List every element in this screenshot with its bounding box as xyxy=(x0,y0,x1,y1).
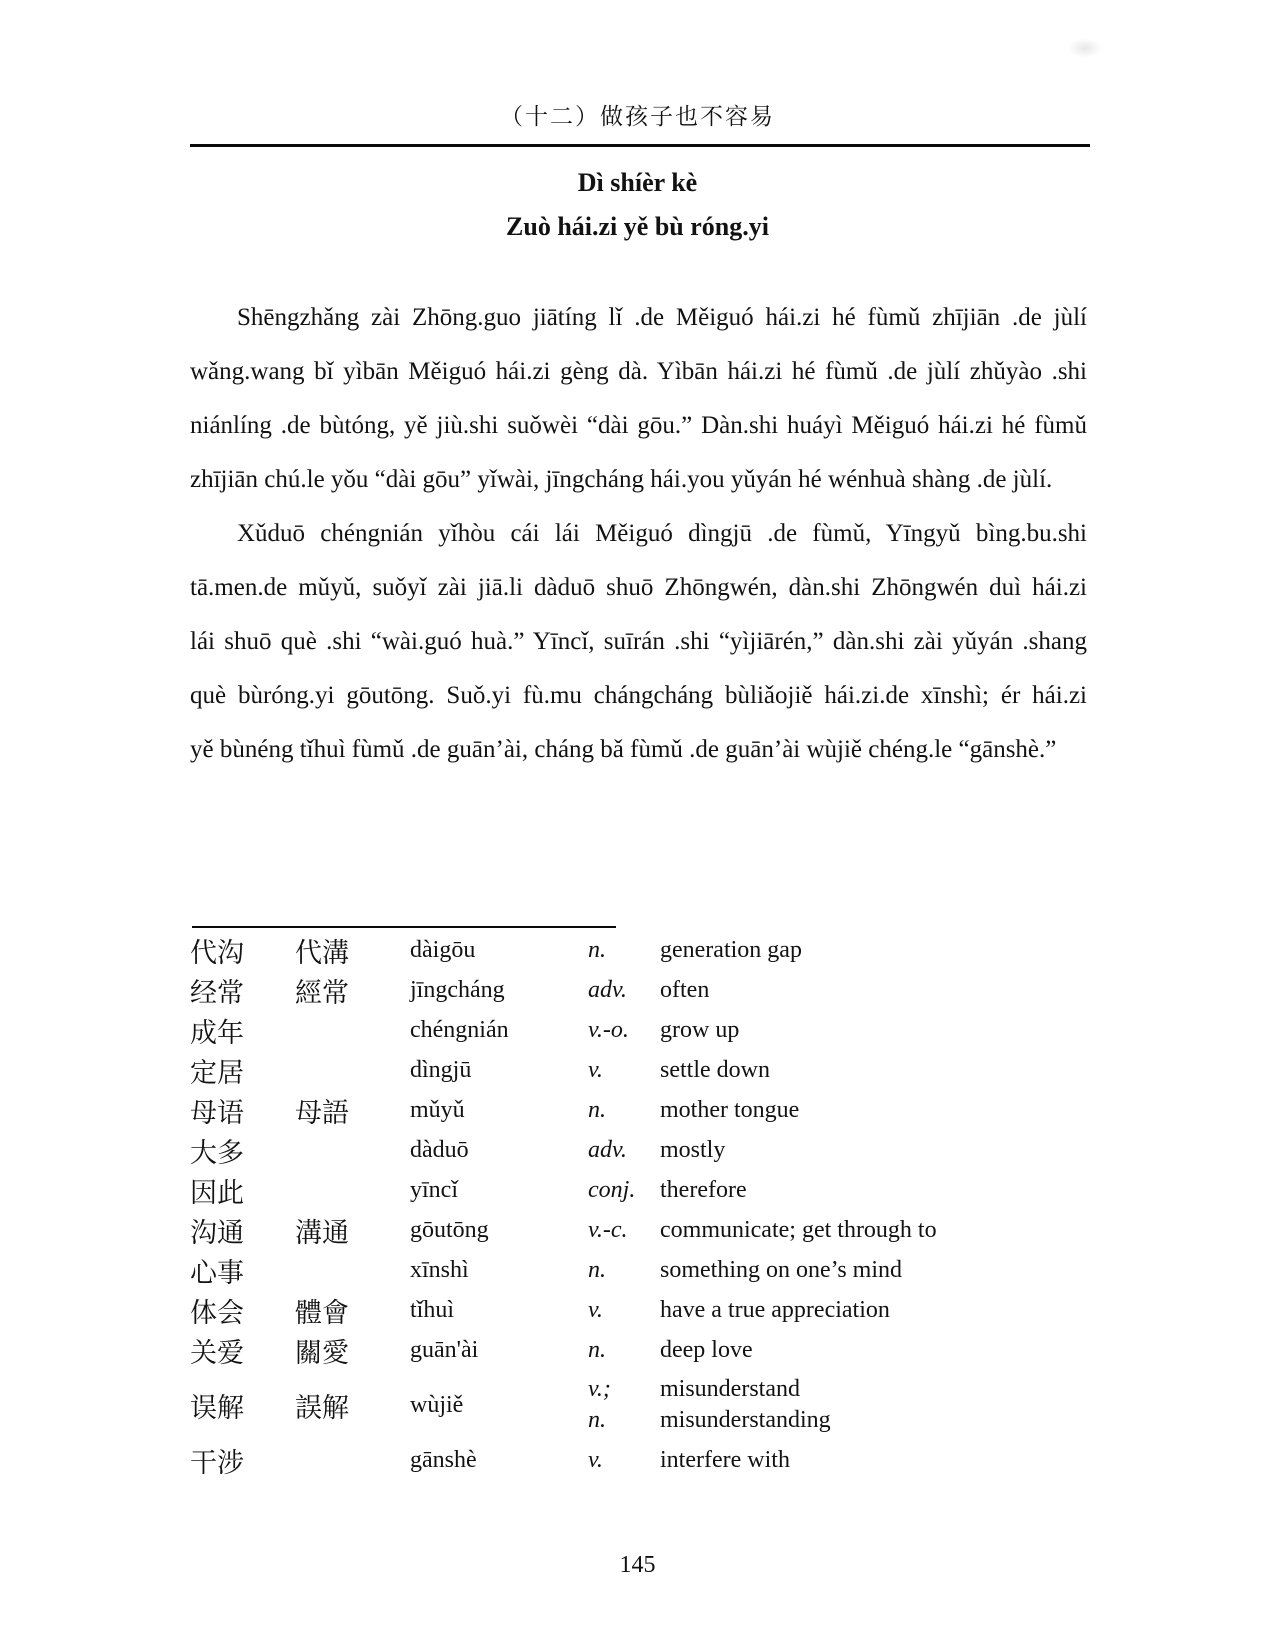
english-cell: grow up xyxy=(660,1016,740,1043)
vocabulary-table xyxy=(190,930,1087,1480)
vocab-row xyxy=(190,1330,1087,1370)
page-number: 145 xyxy=(619,1552,656,1578)
vocab-row xyxy=(190,930,1087,970)
pos-cell: v. xyxy=(588,1296,603,1323)
pinyin-cell: dìngjū xyxy=(410,1056,472,1083)
reading-passage xyxy=(190,291,1087,777)
pos-line: n. xyxy=(588,1407,606,1433)
simplified-cell: 经常 xyxy=(190,977,244,1008)
pos-cell: n. xyxy=(588,1256,606,1283)
pos-cell: n. xyxy=(588,1096,606,1123)
vocab-row xyxy=(190,1010,1087,1050)
pinyin-cell: jīngcháng xyxy=(410,976,505,1003)
english-cell: deep love xyxy=(660,1336,753,1363)
english-cell xyxy=(660,1370,1087,1440)
passage-line: zhījiān chú.le yǒu “dài gōu” yǐwài, jīngcháng hái.you yǔyán hé wénhuà shàng .de jùlí. xyxy=(190,466,1053,493)
simplified-cell: 干涉 xyxy=(190,1447,244,1478)
vocab-row xyxy=(190,1210,1087,1250)
pos-cell: v.-c. xyxy=(588,1216,628,1243)
pinyin-cell: xīnshì xyxy=(410,1256,469,1283)
traditional-cell: 代溝 xyxy=(295,937,349,968)
traditional-cell: 誤解 xyxy=(295,1392,349,1423)
vocab-row xyxy=(190,1250,1087,1290)
english-cell: settle down xyxy=(660,1056,770,1083)
vocab-row xyxy=(190,970,1087,1010)
english-cell: something on one’s mind xyxy=(660,1256,902,1283)
passage-line: wǎng.wang bǐ yìbān Měiguó hái.zi gèng dà. Yìbān hái.zi hé fùmǔ .de jùlí zhǔyào .shi xyxy=(190,358,1087,385)
simplified-cell: 因此 xyxy=(190,1177,244,1208)
pos-cell: adv. xyxy=(588,1136,627,1163)
english-cell: therefore xyxy=(660,1176,747,1203)
passage-line: niánlíng .de bùtóng, yě jiù.shi suǒwèi “dài gōu.” Dàn.shi huáyì Měiguó hái.zi hé fùmǔ xyxy=(190,412,1087,439)
simplified-cell: 沟通 xyxy=(190,1217,244,1248)
vocab-row xyxy=(190,1290,1087,1330)
pinyin-cell: tǐhuì xyxy=(410,1296,455,1323)
simplified-cell: 关爱 xyxy=(190,1337,244,1368)
pinyin-cell: mǔyǔ xyxy=(410,1096,465,1123)
simplified-cell: 心事 xyxy=(190,1257,244,1288)
pinyin-cell: chéngnián xyxy=(410,1016,509,1043)
pos-cell xyxy=(588,1370,660,1440)
pinyin-cell: gānshè xyxy=(410,1446,477,1473)
pinyin-cell: gōutōng xyxy=(410,1216,489,1243)
english-line: misunderstand xyxy=(660,1376,800,1402)
passage-line: Shēngzhǎng zài Zhōng.guo jiātíng lǐ .de Měiguó hái.zi hé fùmǔ zhījiān .de jùlí xyxy=(237,304,1087,331)
traditional-cell: 母語 xyxy=(295,1097,349,1128)
simplified-cell: 误解 xyxy=(190,1392,244,1423)
english-cell: often xyxy=(660,976,710,1003)
english-cell: interfere with xyxy=(660,1446,790,1473)
vocab-row xyxy=(190,1130,1087,1170)
traditional-cell: 體會 xyxy=(295,1297,349,1328)
passage-line: tā.men.de mǔyǔ, suǒyǐ zài jiā.li dàduō shuō Zhōngwén, dàn.shi Zhōngwén duì hái.zi xyxy=(190,574,1087,601)
pos-cell: v.-o. xyxy=(588,1016,629,1043)
vocab-table-rule xyxy=(192,926,616,928)
simplified-cell: 母语 xyxy=(190,1097,244,1128)
header-rule xyxy=(190,144,1090,147)
vocab-row xyxy=(190,1090,1087,1130)
passage-line: yě bùnéng tǐhuì fùmǔ .de guān’ài, cháng bǎ fùmǔ .de guān’ài wùjiě chéng.le “gānshè.” xyxy=(190,736,1057,763)
pinyin-cell: dàduō xyxy=(410,1136,469,1163)
pos-cell: v. xyxy=(588,1446,603,1473)
pinyin-cell: yīncǐ xyxy=(410,1176,458,1203)
lesson-title-pinyin: Dì shíèr kè xyxy=(577,168,698,197)
vocab-row xyxy=(190,1440,1087,1480)
pos-cell: conj. xyxy=(588,1176,636,1203)
pinyin-cell: wùjiě xyxy=(410,1391,464,1418)
english-cell: mostly xyxy=(660,1136,726,1163)
pos-cell: adv. xyxy=(588,976,627,1003)
vocab-row xyxy=(190,1050,1087,1090)
pinyin-cell: guān'ài xyxy=(410,1336,479,1363)
pos-cell: v. xyxy=(588,1056,603,1083)
passage-line: lái shuō què .shi “wài.guó huà.” Yīncǐ, suīrán .shi “yìjiārén,” dàn.shi zài yǔyán .shang xyxy=(190,628,1087,655)
simplified-cell: 定居 xyxy=(190,1057,244,1088)
pinyin-cell: dàigōu xyxy=(410,936,476,963)
traditional-cell: 關愛 xyxy=(295,1337,349,1368)
passage-line: què bùróng.yi gōutōng. Suǒ.yi fù.mu chángcháng bùliǎojiě hái.zi.de xīnshì; ér hái.zi xyxy=(190,682,1087,709)
simplified-cell: 成年 xyxy=(190,1017,244,1048)
simplified-cell: 大多 xyxy=(190,1137,244,1168)
vocab-row xyxy=(190,1370,1087,1440)
vocab-row xyxy=(190,1170,1087,1210)
pos-cell: n. xyxy=(588,936,606,963)
passage-line: Xǔduō chéngnián yǐhòu cái lái Měiguó dìngjū .de fùmǔ, Yīngyǔ bìng.bu.shi xyxy=(237,520,1087,547)
pos-line: v.; xyxy=(588,1376,611,1402)
simplified-cell: 代沟 xyxy=(190,937,244,968)
english-line: misunderstanding xyxy=(660,1407,831,1433)
traditional-cell: 溝通 xyxy=(295,1217,349,1248)
english-cell: mother tongue xyxy=(660,1096,800,1123)
english-cell: communicate; get through to xyxy=(660,1216,937,1243)
scan-artifact xyxy=(1068,38,1102,58)
traditional-cell: 經常 xyxy=(295,977,349,1008)
pos-cell: n. xyxy=(588,1336,606,1363)
simplified-cell: 体会 xyxy=(190,1297,244,1328)
lesson-subtitle-pinyin: Zuò hái.zi yě bù róng.yi xyxy=(506,212,769,241)
english-cell: generation gap xyxy=(660,936,802,963)
english-cell: have a true appreciation xyxy=(660,1296,890,1323)
running-header-chinese: （十二）做孩子也不容易 xyxy=(500,104,775,129)
